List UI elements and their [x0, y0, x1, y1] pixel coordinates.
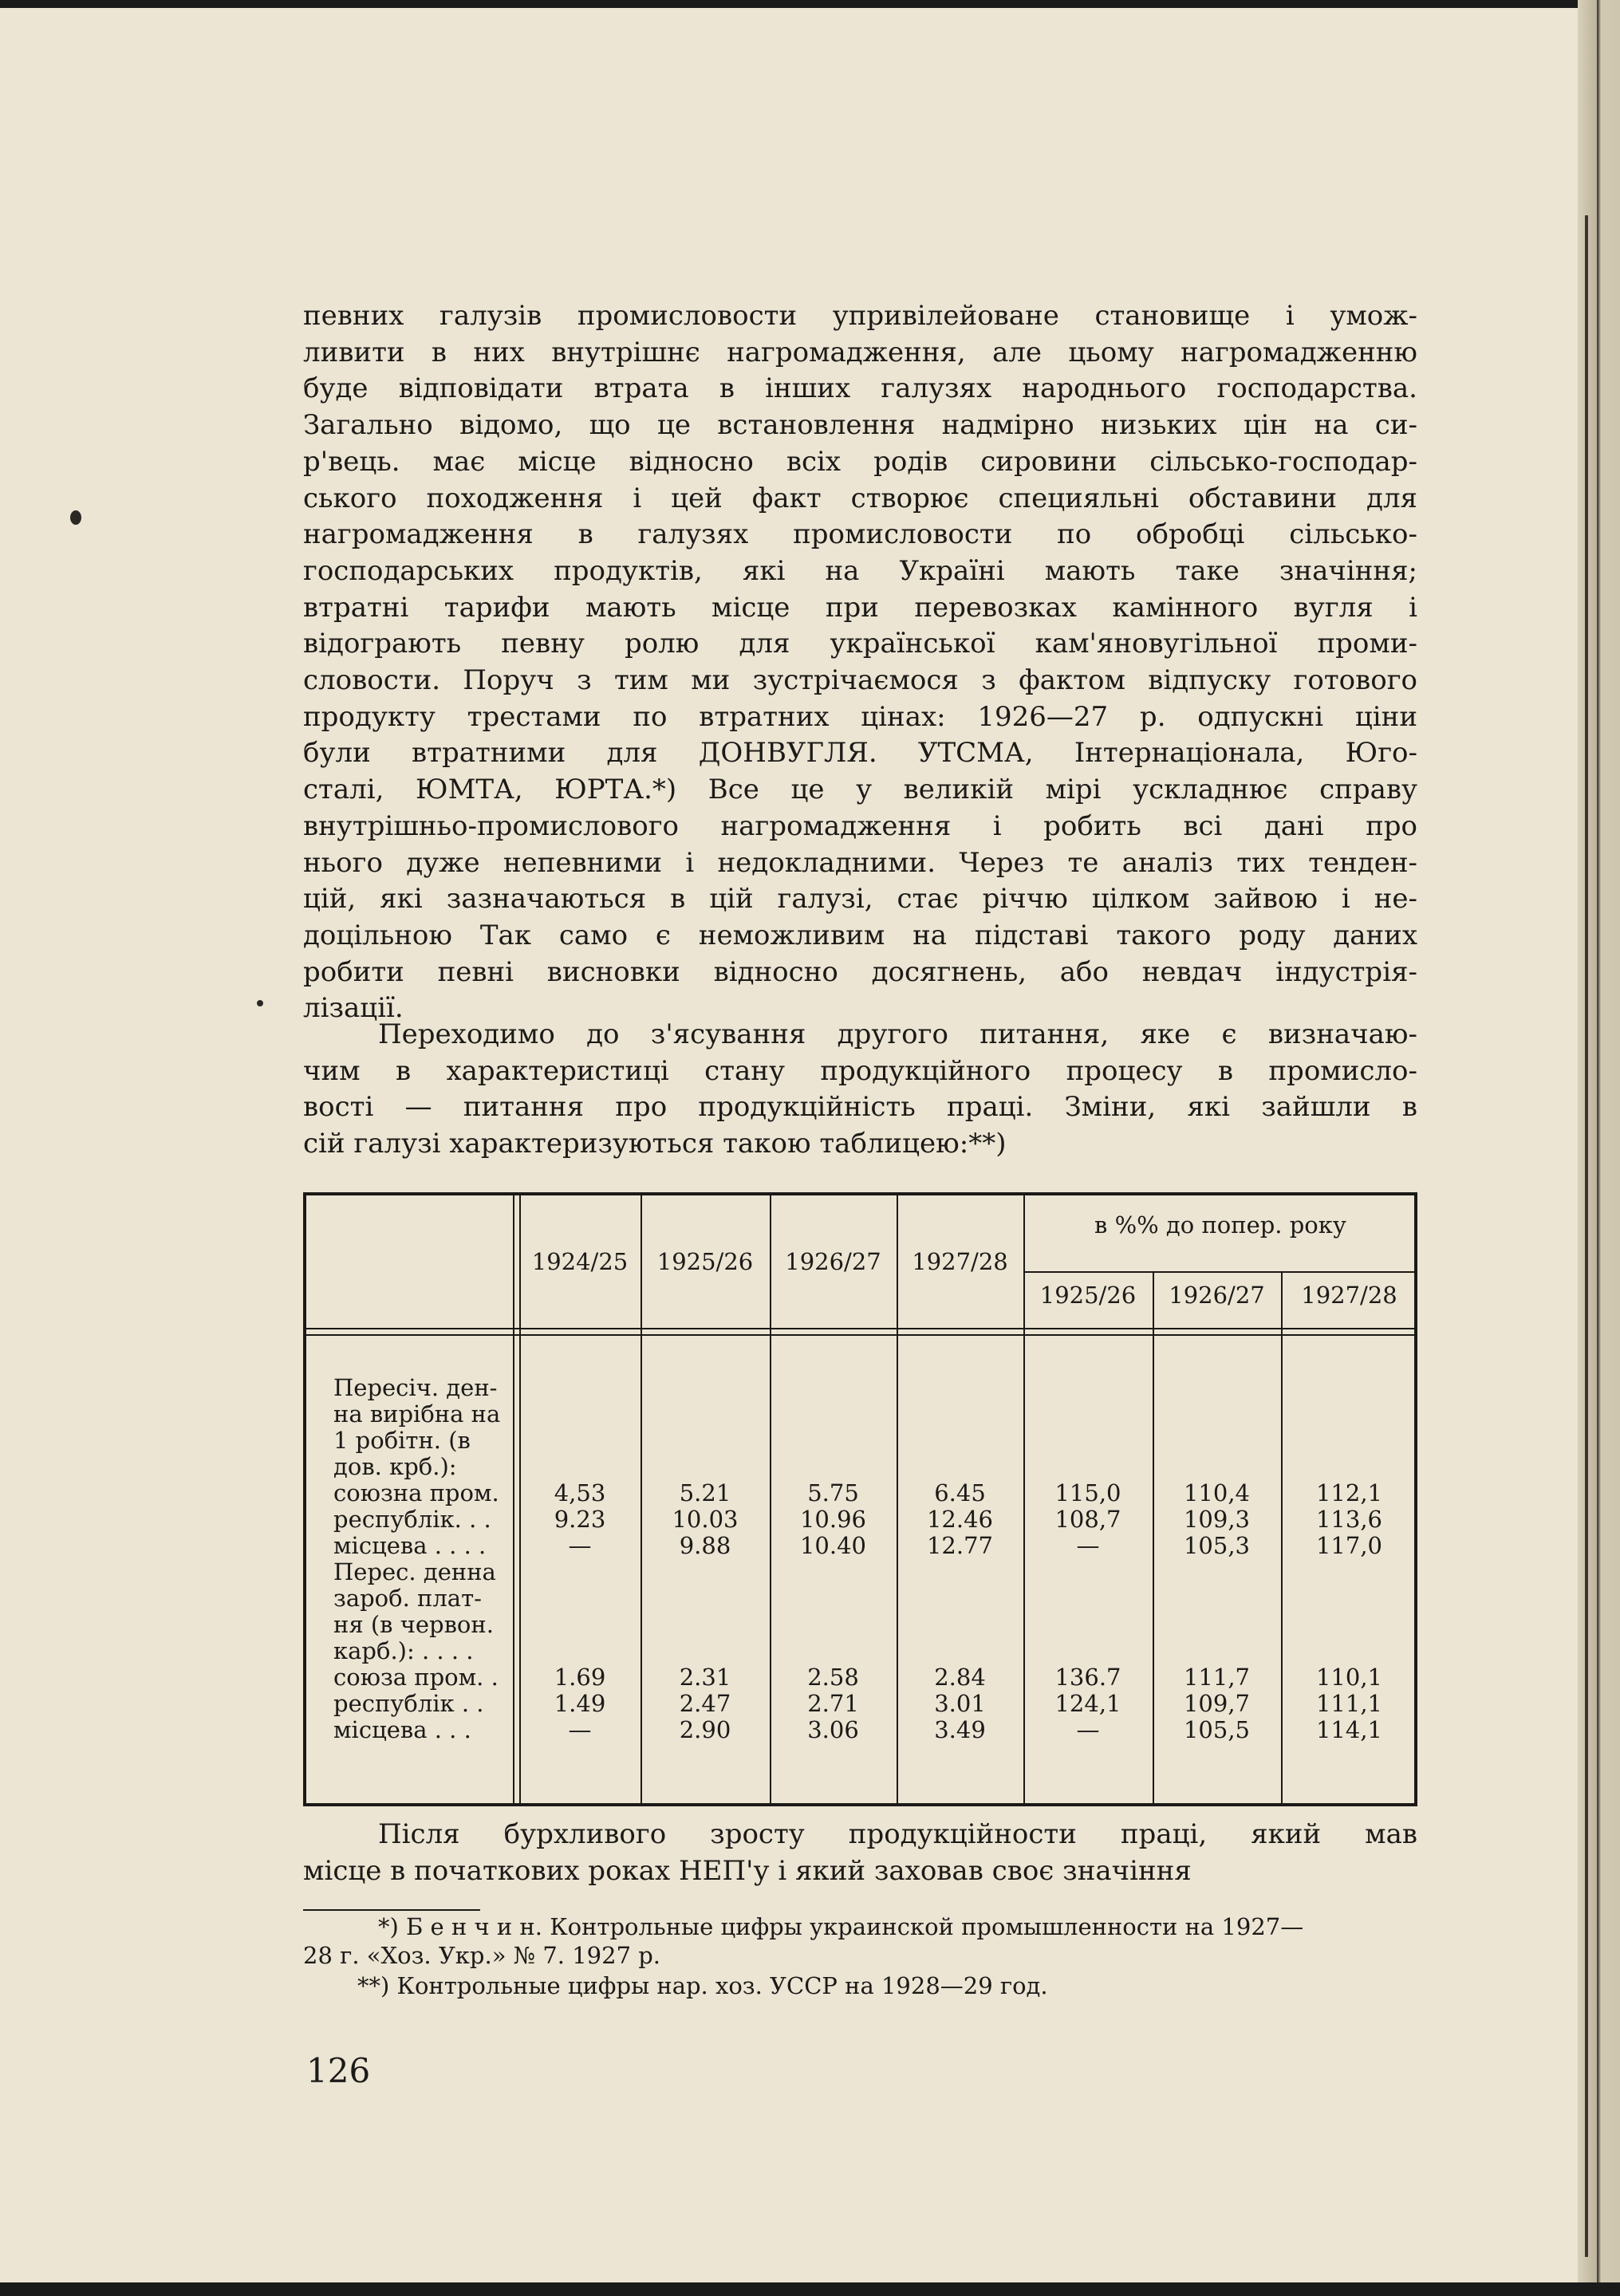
table-cell: 108,7 [1054, 1506, 1121, 1533]
row-label: місцева . . . . [333, 1532, 487, 1559]
page-number: 126 [306, 2051, 371, 2090]
table-cell: 5.75 [807, 1479, 859, 1506]
text-line: доцільною Так само є неможливим на підставі такого роду даних [303, 919, 1417, 951]
text-line: словости. Поруч з тим ми зустрічаємося з фактом відпуску готового [303, 664, 1417, 697]
table-cell: 12.77 [926, 1532, 994, 1559]
text-line: чим в характеристиці стану продукційного процесу в промисло- [303, 1054, 1417, 1087]
table-cell: — [1076, 1532, 1100, 1559]
row-label: на вирібна на [333, 1400, 501, 1428]
text-line: Після бурхливого зросту продукційности праці, який мав [378, 1818, 1417, 1850]
table-cell: 9.88 [679, 1532, 731, 1559]
row-label: місцева . . . [333, 1716, 471, 1743]
text-line: ливити в них внутрішнє нагромадження, але цьому нагромадженню [303, 336, 1417, 368]
row-label: союза пром. . [333, 1664, 499, 1691]
table-cell: 124,1 [1054, 1690, 1121, 1717]
table-cell: 2.47 [679, 1690, 731, 1717]
table-cell: 109,3 [1183, 1506, 1251, 1533]
row-label: союзна пром. [333, 1479, 499, 1506]
table-cell: 2.58 [807, 1664, 859, 1691]
row-label: Пересіч. ден- [333, 1374, 498, 1401]
table-cell: 109,7 [1183, 1690, 1251, 1717]
table-cell: 110,4 [1183, 1479, 1251, 1506]
text-line: втратні тарифи мають місце при перевозках камінного вугля і [303, 591, 1417, 624]
header-rule [303, 1328, 1417, 1329]
pct-year-header: 1926/27 [1169, 1282, 1265, 1309]
text-line: Загально відомо, що це встановлення надмірно низьких цін на си- [303, 409, 1417, 442]
table-cell: 117,0 [1315, 1532, 1383, 1559]
table-border-left [303, 1195, 306, 1803]
table-cell: 2.90 [679, 1716, 731, 1743]
table-cell: 10.03 [672, 1506, 739, 1533]
table-cell: 5.21 [679, 1479, 731, 1506]
text-line: внутрішньо-промислового нагромадження і робить всі дані про [303, 809, 1417, 842]
text-line: сій галузі характеризуються такою таблицею:**) [303, 1128, 1007, 1160]
table-cell: — [1076, 1716, 1100, 1743]
table-cell: 2.31 [679, 1664, 731, 1691]
paragraph-2 [303, 1017, 1417, 1163]
footnote-rule [303, 1909, 480, 1911]
text-line: р'вець. має місце відносно всіх родів сировини сільсько-господар- [303, 445, 1417, 478]
text-line: були втратними для ДОНВУГЛЯ. УТСМА, Інтернаціонала, Юго- [303, 737, 1417, 770]
row-label: зароб. плат- [333, 1585, 482, 1612]
year-header: 1927/28 [912, 1248, 1008, 1275]
text-line: ського походження і цей факт створює специяльні обставини для [303, 482, 1417, 514]
row-label: карб.): . . . . [333, 1637, 474, 1664]
table-cell: 111,7 [1183, 1664, 1251, 1691]
table-cell: 1.49 [554, 1690, 606, 1717]
text-line: місце в початкових роках НЕП'у і який заховав своє значіння [303, 1854, 1192, 1887]
text-line: господарських продуктів, які на Україні мають таке значіння; [303, 554, 1417, 587]
text-line: вості — питання про продукційність праці. Зміни, які зайшли в [303, 1091, 1417, 1124]
table-cell: 4,53 [554, 1479, 606, 1506]
text-line: певних галузів промисловости упривілейоване становище і умож- [303, 300, 1417, 332]
table-cell: 114,1 [1315, 1716, 1383, 1743]
table-cell: 136.7 [1054, 1664, 1121, 1691]
row-label: ня (в червон. [333, 1611, 494, 1638]
table-cell: 3.01 [934, 1690, 986, 1717]
table-cell: 113,6 [1315, 1506, 1383, 1533]
table-cell: 3.49 [934, 1716, 986, 1743]
table-cell: 12.46 [926, 1506, 994, 1533]
footnote-2: **) Контрольные цифры нар. хоз. УССР на 1928—29 год. [357, 1972, 1048, 1999]
table-cell: 105,3 [1183, 1532, 1251, 1559]
spine-shadow-line [1585, 215, 1588, 2257]
table-cell: 115,0 [1054, 1479, 1121, 1506]
table-cell: 112,1 [1315, 1479, 1383, 1506]
year-header: 1926/27 [785, 1248, 881, 1275]
text-line: нагромадження в галузях промисловости по обробці сільсько- [303, 518, 1417, 551]
footnote-1: *) Б е н ч и н. Контрольные цифры украинской промышленности на 1927— [378, 1913, 1304, 1940]
scan-speck [70, 510, 81, 525]
row-label: 1 робітн. (в [333, 1427, 471, 1454]
footnote-1-cont: 28 г. «Хоз. Укр.» № 7. 1927 р. [303, 1942, 661, 1969]
table-cell: 1.69 [554, 1664, 606, 1691]
book-spine [1578, 0, 1620, 2296]
table-cell: 111,1 [1315, 1690, 1383, 1717]
table-cell: 2.84 [934, 1664, 986, 1691]
paragraph-1 [303, 298, 1417, 1027]
pct-year-header: 1927/28 [1301, 1282, 1397, 1309]
table-cell: 10.40 [799, 1532, 867, 1559]
table-cell: 10.96 [799, 1506, 867, 1533]
table-cell: 9.23 [554, 1506, 606, 1533]
year-header: 1924/25 [531, 1248, 629, 1275]
table-cell: — [568, 1716, 592, 1743]
scan-top-edge [0, 0, 1620, 8]
productivity-table [303, 1192, 1417, 1806]
row-label: республік . . [333, 1690, 484, 1717]
scan-bottom-edge [0, 2282, 1620, 2296]
row-label: республік. . . [333, 1506, 491, 1533]
pct-header: в %% до попер. року [1094, 1211, 1346, 1239]
text-line: Переходимо до з'ясування другого питання, яке є визначаю- [378, 1018, 1417, 1050]
text-line: робити певні висновки відносно досягнень, або невдач індустрія- [303, 955, 1417, 988]
pct-year-header: 1925/26 [1039, 1282, 1137, 1309]
pct-header-rule [1023, 1271, 1417, 1273]
scan-speck [257, 1000, 263, 1006]
text-line: лізації. [303, 992, 404, 1025]
year-header: 1925/26 [656, 1248, 754, 1275]
text-line: буде відповідати втрата в інших галузях народнього господарства. [303, 372, 1417, 405]
text-line: сталі, ЮМТА, ЮРТА.*) Все це у великій мірі ускладнює справу [303, 774, 1417, 806]
table-cell: 6.45 [934, 1479, 986, 1506]
paragraph-3 [303, 1817, 1417, 1889]
text-line: продукту трестами по втратних цінах: 1926—27 р. одпускні ціни [303, 700, 1417, 733]
table-cell: — [568, 1532, 592, 1559]
text-line: нього дуже непевними і недокладними. Через те аналіз тих тенден- [303, 846, 1417, 879]
table-cell: 105,5 [1183, 1716, 1251, 1743]
table-cell: 3.06 [807, 1716, 859, 1743]
text-line: цій, які зазначаються в цій галузі, стає річчю цілком зайвою і не- [303, 883, 1417, 916]
table-cell: 2.71 [807, 1690, 859, 1717]
text-line: відограють певну ролю для української кам'яновугільної проми- [303, 628, 1417, 660]
row-label: дов. крб.): [333, 1453, 457, 1480]
header-rule [303, 1334, 1417, 1336]
row-label: Перес. денна [333, 1558, 496, 1585]
table-cell: 110,1 [1315, 1664, 1383, 1691]
